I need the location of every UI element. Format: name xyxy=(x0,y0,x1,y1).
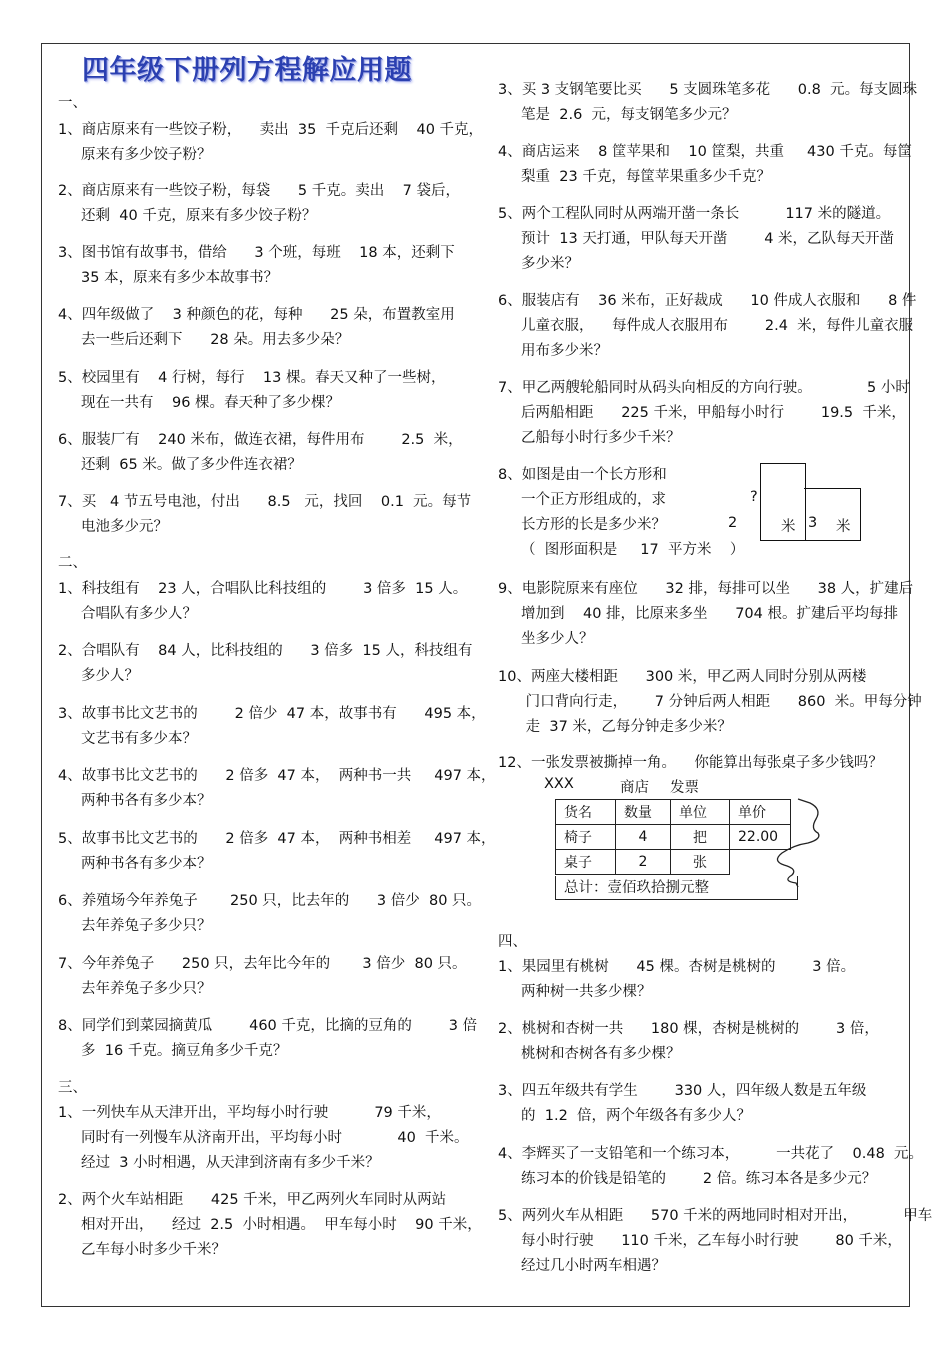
problem-line: 多 16 千克。摘豆角多少千克？ xyxy=(58,1043,288,1059)
section-heading: 二、 xyxy=(58,555,87,571)
problem xyxy=(498,202,894,277)
problem xyxy=(498,140,912,190)
problem xyxy=(58,702,486,752)
problem-line: 3、买 3 支钢笔要比买 5 支圆珠笔多花 0.8 元。每支圆珠 xyxy=(498,82,918,98)
problem-line: 坐多少人？ xyxy=(498,631,594,647)
problem-line: 6、服装厂有 240 米布，做连衣裙，每件用布 2.5 米， xyxy=(58,432,463,448)
problem-line: 6、养殖场今年养兔子 250 只，比去年的 3 倍少 80 只。 xyxy=(58,893,482,909)
problem-line: 两种书各有多少本？ xyxy=(58,856,212,872)
problem xyxy=(58,241,455,291)
problem xyxy=(498,376,910,451)
problem-line: 两种书各有多少本？ xyxy=(58,793,212,809)
problem-line: 每小时行驶 110 千米，乙车每小时行驶 80 千米， xyxy=(498,1233,902,1249)
invoice-shop-name: XXX xyxy=(544,776,574,792)
invoice-row xyxy=(556,850,791,875)
page-title: 四年级下册列方程解应用题 xyxy=(82,55,412,86)
problem xyxy=(58,118,483,168)
problem xyxy=(498,1079,866,1129)
problem-line: 笔是 2.6 元，每支钢笔多少元？ xyxy=(498,107,737,123)
invoice-cell: 把 xyxy=(671,825,730,850)
problem xyxy=(498,463,744,563)
problem xyxy=(58,1188,482,1263)
problem-line: 5、两列火车从相距 570 千米的两地同时相对开出， 甲车 xyxy=(498,1208,933,1224)
problem xyxy=(58,179,460,229)
invoice-cell: 椅子 xyxy=(556,825,616,850)
problem-line: 2、商店原来有一些饺子粉，每袋 5 千克。卖出 7 袋后， xyxy=(58,183,460,199)
invoice-cell: 张 xyxy=(671,850,730,875)
problem-line: 8、如图是由一个长方形和 xyxy=(498,467,667,483)
invoice-cell: 桌子 xyxy=(556,850,616,875)
problem xyxy=(498,289,916,364)
problem xyxy=(498,78,917,128)
section-heading: 四、 xyxy=(498,934,527,950)
invoice-shop-label: 商店 xyxy=(620,780,649,796)
invoice-table xyxy=(555,799,791,875)
problem-line: 长方形的长是多少米？ xyxy=(498,517,667,533)
problem-line: 门口背向行走， 7 分钟后两人相距 860 米。甲每分钟 xyxy=(498,694,922,710)
problem-line: 桃树和杏树各有多少棵？ xyxy=(498,1046,681,1062)
invoice-col-item: 货名 xyxy=(556,800,616,825)
problem-line: 35 本，原来有多少本故事书？ xyxy=(58,270,279,286)
problem-line: 预计 13 天打通，甲队每天开凿 4 米，乙队每天开凿 xyxy=(498,231,895,247)
invoice-col-unit: 单位 xyxy=(671,800,730,825)
problem-line: 3、故事书比文艺书的 2 倍少 47 本，故事书有 495 本， xyxy=(58,706,486,722)
problem xyxy=(58,889,481,939)
problem-line: 的 1.2 倍，两个年级各有多少人？ xyxy=(498,1108,752,1124)
problem-line: 6、服装店有 36 米布，正好裁成 10 件成人衣服和 8 件 xyxy=(498,293,917,309)
problem-line: 10、两座大楼相距 300 米，甲乙两人同时分别从两楼 xyxy=(498,669,867,685)
problem-line: 原来有多少饺子粉？ xyxy=(58,147,212,163)
problem-line: 12、一张发票被撕掉一角。 你能算出每张桌子多少钱吗？ xyxy=(498,755,883,771)
problem xyxy=(498,665,922,740)
problem-line: 走 37 米，乙每分钟走多少米？ xyxy=(498,719,732,735)
problem-line: 乙船每小时行多少千米？ xyxy=(498,430,681,446)
problem-line: 现在一共有 96 棵。春天种了多少棵？ xyxy=(58,395,341,411)
problem xyxy=(58,577,467,627)
problem-line: 8、同学们到菜园摘黄瓜 460 千克，比摘的豆角的 3 倍 xyxy=(58,1018,478,1034)
invoice-col-qty: 数量 xyxy=(616,800,671,825)
problem-line: 4、商店运来 8 筐苹果和 10 筐梨，共重 430 千克。每筐 xyxy=(498,144,912,160)
problem xyxy=(498,1204,932,1279)
problem-line: 7、买 4 节五号电池，付出 8.5 元，找回 0.1 元。每节 xyxy=(58,494,472,510)
problem-line: 4、故事书比文艺书的 2 倍多 47 本， 两种书一共 497 本， xyxy=(58,768,496,784)
problem-line: 相对开出， 经过 2.5 小时相遇。 甲车每小时 90 千米， xyxy=(58,1217,482,1233)
problem-line: 经过 3 小时相遇，从天津到济南有多少千米？ xyxy=(58,1155,380,1171)
problem xyxy=(58,1014,477,1064)
problem-line: 一个正方形组成的，求 xyxy=(498,492,667,508)
problem-line: 用布多少米？ xyxy=(498,343,609,359)
problem xyxy=(498,577,913,652)
problem-line: 1、一列快车从天津开出，平均每小时行驶 79 千米， xyxy=(58,1105,441,1121)
problem-line: 7、今年养兔子 250 只，去年比今年的 3 倍少 80 只。 xyxy=(58,956,467,972)
problem-line: 乙车每小时多少千米？ xyxy=(58,1242,227,1258)
problem-line: 合唱队有多少人？ xyxy=(58,606,198,622)
problem xyxy=(58,490,471,540)
problem-line: 儿童衣服， 每件成人衣服用布 2.4 米，每件儿童衣服 xyxy=(498,318,914,334)
problem xyxy=(58,303,455,353)
problem-line: 两种树一共多少棵？ xyxy=(498,984,652,1000)
problem-line: 同时有一列慢车从济南开出，平均每小时 40 千米。 xyxy=(58,1130,469,1146)
invoice-cell: 22.00 xyxy=(730,825,791,850)
problem-line: 2、合唱队有 84 人，比科技组的 3 倍多 15 人，科技组有 xyxy=(58,643,473,659)
problem xyxy=(498,751,883,776)
problem xyxy=(498,1142,923,1192)
problem xyxy=(58,366,446,416)
problem xyxy=(498,1017,879,1067)
problem-line: 1、商店原来有一些饺子粉， 卖出 35 千克后还剩 40 千克， xyxy=(58,122,484,138)
problem-line: （ 图形面积是 17 平方米 ） xyxy=(498,542,745,558)
problem-line: 去一些后还剩下 28 朵。用去多少朵？ xyxy=(58,332,350,348)
problem-line: 电池多少元？ xyxy=(58,519,169,535)
problem xyxy=(58,428,463,478)
figure-unknown-mark: ? xyxy=(750,489,758,505)
problem-line: 4、李辉买了一支铅笔和一个练习本， 一共花了 0.48 元。 xyxy=(498,1146,924,1162)
problem-line: 增加到 40 排，比原来多坐 704 根。扩建后平均每排 xyxy=(498,606,898,622)
problem-line: 梨重 23 千克，每筐苹果重多少千克？ xyxy=(498,169,771,185)
problem-line: 还剩 40 千克，原来有多少饺子粉？ xyxy=(58,208,317,224)
torn-edge-line xyxy=(770,795,830,905)
problem xyxy=(58,764,496,814)
problem-line: 3、图书馆有故事书，借给 3 个班，每班 18 本，还剩下 xyxy=(58,245,455,261)
invoice-cell: 2 xyxy=(616,850,671,875)
invoice-col-price: 单价 xyxy=(730,800,791,825)
invoice-total: 总计：壹佰玖拾捌元整 xyxy=(555,876,798,900)
problem-line: 经过几小时两车相遇？ xyxy=(498,1258,667,1274)
figure-width-unit: 米 xyxy=(781,519,796,535)
invoice-title: 发票 xyxy=(670,780,699,796)
figure-width-value: 2 xyxy=(728,515,738,531)
problem-line: 1、果园里有桃树 45 棵。杏树是桃树的 3 倍。 xyxy=(498,959,856,975)
invoice-header-row xyxy=(556,800,791,825)
problem-line: 9、电影院原来有座位 32 排，每排可以坐 38 人，扩建后 xyxy=(498,581,914,597)
problem-line: 练习本的价钱是铅笔的 2 倍。练习本各是多少元？ xyxy=(498,1171,877,1187)
problem-line: 3、四五年级共有学生 330 人，四年级人数是五年级 xyxy=(498,1083,867,1099)
problem-line: 去年养兔子多少只？ xyxy=(58,918,212,934)
figure-square-value: 3 xyxy=(808,515,818,531)
problem-line: 5、校园里有 4 行树，每行 13 棵。春天又种了一些树， xyxy=(58,370,446,386)
problem-line: 7、甲乙两艘轮船同时从码头向相反的方向行驶。 5 小时 xyxy=(498,380,910,396)
section-heading: 一、 xyxy=(58,95,87,111)
problem-line: 5、两个工程队同时从两端开凿一条长 117 米的隧道。 xyxy=(498,206,891,222)
problem xyxy=(498,955,855,1005)
problem xyxy=(58,827,496,877)
problem xyxy=(58,1101,469,1176)
invoice-cell: 4 xyxy=(616,825,671,850)
problem xyxy=(58,952,467,1002)
section-heading: 三、 xyxy=(58,1080,87,1096)
problem-line: 4、四年级做了 3 种颜色的花，每种 25 朵，布置教室用 xyxy=(58,307,455,323)
problem-line: 去年养兔子多少只？ xyxy=(58,981,212,997)
problem-line: 文艺书有多少本？ xyxy=(58,731,198,747)
problem-line: 2、桃树和杏树一共 180 棵，杏树是桃树的 3 倍， xyxy=(498,1021,879,1037)
problem-line: 2、两个火车站相距 425 千米，甲乙两列火车同时从两站 xyxy=(58,1192,447,1208)
problem-line: 5、故事书比文艺书的 2 倍多 47 本， 两种书相差 497 本， xyxy=(58,831,496,847)
problem-line: 多少米？ xyxy=(498,256,580,272)
invoice-row xyxy=(556,825,791,850)
figure-square-unit: 米 xyxy=(836,519,851,535)
problem-line: 后两船相距 225 千米，甲船每小时行 19.5 千米， xyxy=(498,405,906,421)
problem xyxy=(58,639,473,689)
problem-line: 1、科技组有 23 人，合唱队比科技组的 3 倍多 15 人。 xyxy=(58,581,468,597)
problem-line: 多少人？ xyxy=(58,668,140,684)
problem-line: 还剩 65 米。做了多少件连衣裙？ xyxy=(58,457,302,473)
